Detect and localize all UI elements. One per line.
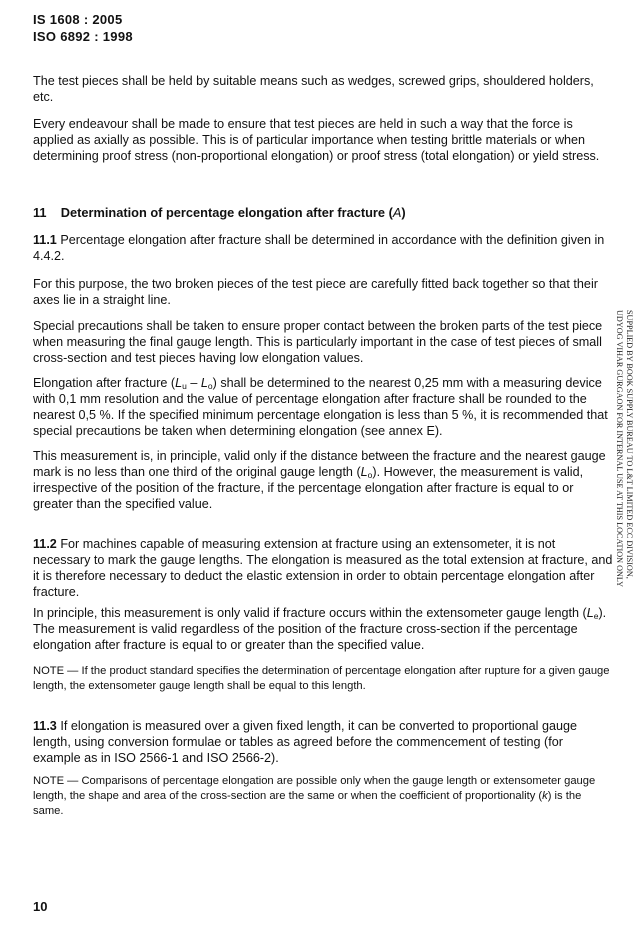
clause-11-3 [33, 718, 613, 766]
paragraph-axial-force: Every endeavour shall be made to ensure that test pieces are held in such a way that the force is applied as axially as possible. This is of particular importance when testing brittle materials or when determining proof stress (non-proportional elongation) or proof stress (total elongation) or yield stress. [33, 117, 600, 163]
clause-number: 11.2 [33, 537, 57, 551]
subscript-o: o [367, 470, 373, 480]
subscript-u: u [182, 381, 187, 391]
symbol-L: L [360, 465, 368, 479]
text-fragment: ) shall be determined to the nearest 0,25 mm with a measuring device with 0,1 mm resolution and the value of percentage elongation after fracture shall be rounded to the nearest 0,5 %. If the specified minimum percentage elongation is less than 5 %, it is recommended that special precautions be taken when determining elongation (see annex E). [33, 376, 608, 438]
text-fragment: ) is the same. [33, 790, 582, 817]
subscript-o: o [207, 381, 213, 391]
text-fragment: Elongation after fracture ( [33, 376, 176, 390]
clause-number: 11.3 [33, 719, 57, 733]
paragraph-measurement-validity [33, 448, 613, 512]
section-title: Determination of percentage elongation after fracture [60, 205, 386, 220]
symbol-L: L [586, 606, 594, 620]
paragraph-extensometer-validity [33, 605, 613, 653]
page-number: 10 [33, 899, 48, 914]
section-11-heading: 11 Determination of percentage elongation after fracture (A) [33, 205, 406, 220]
symbol-k: k [542, 790, 548, 802]
subscript-e: e [593, 611, 599, 621]
text-fragment: ). The measurement is valid regardless of the position of the fracture cross-section if the percentage elongation after fracture is equal to or greater than the specified value. [33, 606, 607, 652]
text-fragment: In principle, this measurement is only valid if fracture occurs within the extensometer gauge length ( [33, 606, 587, 620]
note-comparisons [33, 774, 613, 819]
clause-text: For machines capable of measuring extension at fracture using an extensometer, it is not necessary to mark the gauge lengths. The elongation is measured as the total extension at fracture, and it is therefore necessary to deduct the elastic extension in order to obtain percentage elongation after fracture. [33, 537, 613, 599]
paragraph-special-precautions: Special precautions shall be taken to ensure proper contact between the broken parts of the test piece when measuring the final gauge length. This is particularly important in the case of test pieces of small cross-section and test pieces having low elongation values. [33, 319, 603, 365]
text-fragment: NOTE — Comparisons of percentage elongation are possible only when the gauge length or extensometer gauge length, the shape and area of the cross-section are the same or when the coefficient of proportionality ( [33, 775, 596, 802]
supply-watermark [612, 310, 634, 640]
note-gauge-length: NOTE — If the product standard specifies the determination of percentage elongation after rupture for a given gauge length, the extensometer gauge length shall be equal to this length. [33, 665, 610, 692]
clause-11-1 [33, 232, 613, 264]
watermark-line: SUPPLIED BY BOOK SUPPLY BUREAU TO L&T LIMITED ECC DIVISION, [625, 310, 634, 579]
paragraph-elongation-after-fracture [33, 375, 613, 439]
clause-11-2 [33, 536, 613, 600]
minus-sign: – [186, 376, 201, 390]
clause-number: 11.1 [33, 233, 57, 247]
paragraph-fit-together: For this purpose, the two broken pieces of the test piece are carefully fitted back together so that their axes lie in a straight line. [33, 277, 598, 307]
section-symbol: A [392, 205, 402, 220]
clause-text: If elongation is measured over a given fixed length, it can be converted to proportional gauge length, using conversion formulae or tables as agreed before the commencement of testing (for example as in ISO 2566-1 and ISO 2566-2). [33, 719, 578, 765]
symbol-L: L [175, 376, 183, 390]
watermark-line: UDYOG VIHAR GURGAON FOR INTERNAL USE AT THIS LOCATION ONLY [615, 310, 624, 588]
symbol-L: L [200, 376, 208, 390]
text-fragment: ). However, the measurement is valid, irrespective of the position of the fracture, if the percentage elongation after fracture is equal to or greater than the specified value. [33, 465, 584, 511]
clause-text: Percentage elongation after fracture shall be determined in accordance with the definition given in 4.4.2. [33, 233, 605, 263]
section-number: 11 [33, 205, 47, 220]
standard-number-is: IS 1608 : 2005 [33, 12, 123, 27]
standard-number-iso: ISO 6892 : 1998 [33, 29, 133, 44]
text-fragment: This measurement is, in principle, valid only if the distance between the fracture and the nearest gauge mark is no less than one third of the original gauge length ( [33, 449, 606, 479]
paragraph-test-piece-holding: The test pieces shall be held by suitable means such as wedges, screwed grips, shouldered holders, etc. [33, 74, 594, 104]
